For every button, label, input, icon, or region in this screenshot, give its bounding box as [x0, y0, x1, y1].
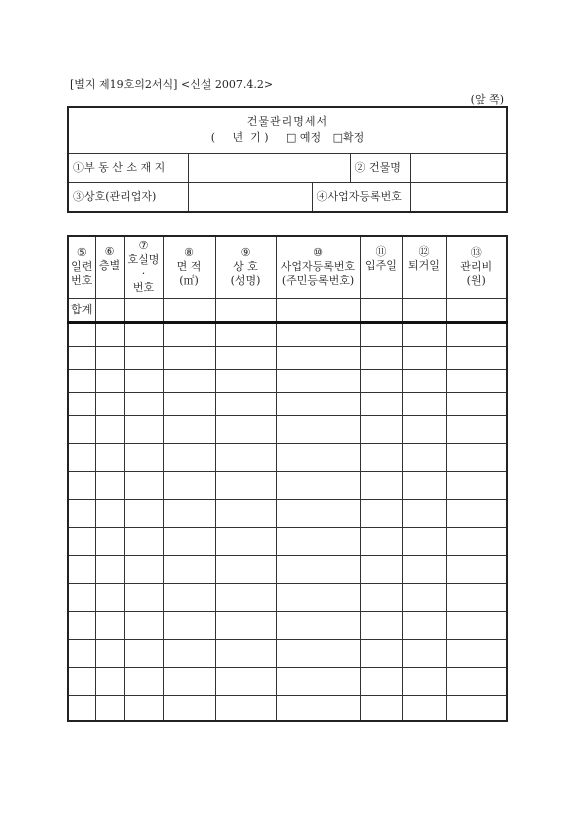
- table-cell[interactable]: [124, 322, 163, 346]
- table-cell[interactable]: [360, 499, 402, 527]
- table-cell[interactable]: [402, 415, 446, 443]
- table-cell[interactable]: [446, 639, 507, 667]
- table-cell[interactable]: [163, 471, 215, 499]
- table-cell[interactable]: [215, 611, 276, 639]
- table-cell[interactable]: [446, 471, 507, 499]
- table-row: [68, 639, 507, 667]
- table-cell[interactable]: [402, 443, 446, 471]
- table-cell[interactable]: [402, 583, 446, 611]
- table-cell[interactable]: [360, 443, 402, 471]
- table-row: [68, 555, 507, 583]
- table-cell[interactable]: [360, 527, 402, 555]
- company-name-field[interactable]: [188, 182, 312, 212]
- table-row: [68, 499, 507, 527]
- table-cell[interactable]: [124, 611, 163, 639]
- table-row: [68, 369, 507, 392]
- table-cell[interactable]: [68, 639, 95, 667]
- table-cell[interactable]: [276, 322, 360, 346]
- table-cell[interactable]: [215, 392, 276, 415]
- table-cell[interactable]: [446, 415, 507, 443]
- building-name-label: ② 건물명: [350, 153, 410, 182]
- col-regno-header: ⑩ 사업자등록번호 (주민등록번호): [276, 236, 360, 298]
- confirmed-checkbox[interactable]: □확정: [332, 131, 365, 145]
- building-name-field[interactable]: [410, 153, 507, 182]
- table-cell[interactable]: [215, 415, 276, 443]
- table-cell[interactable]: [68, 555, 95, 583]
- table-cell[interactable]: [215, 322, 276, 346]
- table-cell[interactable]: [95, 695, 124, 721]
- table-cell[interactable]: [276, 471, 360, 499]
- table-cell[interactable]: [215, 471, 276, 499]
- table-row: [68, 346, 507, 369]
- table-row: [68, 695, 507, 721]
- table-cell[interactable]: [124, 583, 163, 611]
- table-cell[interactable]: [446, 298, 507, 322]
- table-cell[interactable]: [360, 555, 402, 583]
- table-row: [68, 583, 507, 611]
- table-cell[interactable]: [124, 346, 163, 369]
- table-cell[interactable]: [124, 471, 163, 499]
- building-info-table: [67, 106, 508, 213]
- col-room-header: ⑦ 호실명 · 번호: [124, 236, 163, 298]
- table-cell[interactable]: [446, 322, 507, 346]
- table-cell[interactable]: [360, 583, 402, 611]
- table-cell[interactable]: [402, 298, 446, 322]
- table-cell[interactable]: [360, 298, 402, 322]
- table-cell[interactable]: [95, 667, 124, 695]
- table-cell[interactable]: [446, 555, 507, 583]
- table-cell[interactable]: [360, 346, 402, 369]
- table-cell[interactable]: [163, 639, 215, 667]
- table-cell[interactable]: [95, 346, 124, 369]
- table-cell[interactable]: [163, 695, 215, 721]
- table-cell[interactable]: [68, 667, 95, 695]
- table-cell[interactable]: [124, 415, 163, 443]
- table-cell[interactable]: [124, 369, 163, 392]
- table-cell[interactable]: [360, 695, 402, 721]
- table-cell[interactable]: [68, 322, 95, 346]
- table-cell[interactable]: [215, 527, 276, 555]
- table-cell[interactable]: [402, 471, 446, 499]
- table-cell[interactable]: [446, 667, 507, 695]
- table-cell[interactable]: [402, 527, 446, 555]
- table-cell[interactable]: [276, 527, 360, 555]
- table-cell[interactable]: [124, 555, 163, 583]
- table-cell[interactable]: [276, 369, 360, 392]
- table-cell[interactable]: [163, 346, 215, 369]
- table-cell[interactable]: [163, 298, 215, 322]
- table-cell[interactable]: [215, 369, 276, 392]
- table-row: [68, 471, 507, 499]
- table-cell[interactable]: [446, 392, 507, 415]
- planned-checkbox[interactable]: □ 예정: [286, 131, 322, 145]
- table-cell[interactable]: [276, 346, 360, 369]
- table-cell[interactable]: [124, 527, 163, 555]
- table-cell[interactable]: [276, 695, 360, 721]
- table-cell[interactable]: [360, 392, 402, 415]
- table-cell[interactable]: [68, 695, 95, 721]
- table-cell[interactable]: [446, 346, 507, 369]
- col-serial-header: ⑤ 일련 번호: [68, 236, 95, 298]
- table-cell[interactable]: [215, 555, 276, 583]
- table-cell[interactable]: [360, 322, 402, 346]
- table-cell[interactable]: [124, 392, 163, 415]
- table-cell[interactable]: [446, 499, 507, 527]
- property-address-label: ①부 동 산 소 재 지: [68, 153, 188, 182]
- table-cell[interactable]: [124, 695, 163, 721]
- table-cell[interactable]: [446, 369, 507, 392]
- table-cell[interactable]: [163, 499, 215, 527]
- table-cell[interactable]: [360, 639, 402, 667]
- table-cell[interactable]: [68, 471, 95, 499]
- table-cell[interactable]: [95, 611, 124, 639]
- table-cell[interactable]: [95, 415, 124, 443]
- table-cell[interactable]: [163, 443, 215, 471]
- table-cell[interactable]: [163, 322, 215, 346]
- table-cell[interactable]: [68, 392, 95, 415]
- table-cell[interactable]: [276, 443, 360, 471]
- col-moveout-header: ⑫ 퇴거일: [402, 236, 446, 298]
- table-cell[interactable]: [95, 555, 124, 583]
- table-cell[interactable]: [402, 346, 446, 369]
- table-cell[interactable]: [402, 639, 446, 667]
- table-cell[interactable]: [163, 667, 215, 695]
- document-title: 건물관리명세서: [246, 115, 329, 129]
- page-side-label: (앞 쪽): [470, 93, 504, 106]
- table-cell[interactable]: [124, 298, 163, 322]
- table-cell[interactable]: [215, 443, 276, 471]
- table-cell[interactable]: [95, 392, 124, 415]
- table-cell[interactable]: [276, 415, 360, 443]
- table-cell[interactable]: [95, 443, 124, 471]
- table-cell[interactable]: [276, 611, 360, 639]
- table-row: [68, 611, 507, 639]
- table-cell[interactable]: [163, 369, 215, 392]
- table-cell[interactable]: [68, 369, 95, 392]
- col-floor-header: ⑥ 층별: [95, 236, 124, 298]
- table-cell[interactable]: [402, 322, 446, 346]
- document-title-cell: [68, 107, 507, 153]
- company-name-label: ③상호(관리업자): [68, 182, 188, 212]
- table-cell[interactable]: [360, 369, 402, 392]
- table-cell[interactable]: [360, 415, 402, 443]
- table-cell[interactable]: [124, 443, 163, 471]
- table-cell[interactable]: [446, 443, 507, 471]
- table-cell[interactable]: [163, 415, 215, 443]
- table-cell[interactable]: [215, 499, 276, 527]
- table-cell[interactable]: [402, 392, 446, 415]
- table-cell[interactable]: [276, 639, 360, 667]
- building-detail-table: [67, 235, 508, 722]
- col-area-header: ⑧ 면 적 (㎡): [163, 236, 215, 298]
- table-cell[interactable]: [402, 555, 446, 583]
- table-cell[interactable]: [276, 499, 360, 527]
- table-cell[interactable]: [276, 392, 360, 415]
- table-cell[interactable]: [402, 695, 446, 721]
- table-cell[interactable]: [276, 667, 360, 695]
- business-reg-label: ④사업자등록번호: [312, 182, 410, 212]
- table-cell[interactable]: [215, 583, 276, 611]
- table-cell[interactable]: [402, 369, 446, 392]
- table-cell[interactable]: [402, 499, 446, 527]
- total-row: [68, 298, 507, 322]
- table-cell[interactable]: [95, 639, 124, 667]
- period-line: ( 년 기 ): [210, 131, 269, 145]
- table-cell[interactable]: [402, 667, 446, 695]
- table-cell[interactable]: [95, 322, 124, 346]
- property-address-field[interactable]: [188, 153, 350, 182]
- table-cell[interactable]: [215, 667, 276, 695]
- form-number: [별지 제19호의2서식] <신설 2007.4.2>: [70, 78, 274, 91]
- table-cell[interactable]: [215, 346, 276, 369]
- table-cell[interactable]: [95, 583, 124, 611]
- total-label: 합계: [68, 298, 95, 322]
- table-cell[interactable]: [215, 639, 276, 667]
- table-cell[interactable]: [95, 369, 124, 392]
- col-movein-header: ⑪ 입주일: [360, 236, 402, 298]
- business-reg-field[interactable]: [410, 182, 507, 212]
- table-cell[interactable]: [360, 611, 402, 639]
- table-cell[interactable]: [402, 611, 446, 639]
- table-row: [68, 443, 507, 471]
- table-cell[interactable]: [124, 639, 163, 667]
- table-cell[interactable]: [163, 555, 215, 583]
- table-cell[interactable]: [446, 527, 507, 555]
- table-cell[interactable]: [95, 499, 124, 527]
- table-cell[interactable]: [276, 298, 360, 322]
- col-fee-header: ⑬ 관리비 (원): [446, 236, 507, 298]
- table-cell[interactable]: [163, 583, 215, 611]
- table-cell[interactable]: [276, 583, 360, 611]
- table-row: [68, 392, 507, 415]
- table-cell[interactable]: [95, 471, 124, 499]
- table-row: [68, 415, 507, 443]
- table-cell[interactable]: [68, 527, 95, 555]
- table-cell[interactable]: [124, 499, 163, 527]
- table-cell[interactable]: [95, 298, 124, 322]
- table-cell[interactable]: [446, 695, 507, 721]
- table-cell[interactable]: [215, 298, 276, 322]
- table-row: [68, 667, 507, 695]
- table-cell[interactable]: [68, 611, 95, 639]
- col-company-header: ⑨ 상 호 (성명): [215, 236, 276, 298]
- table-cell[interactable]: [68, 346, 95, 369]
- table-cell[interactable]: [124, 667, 163, 695]
- table-cell[interactable]: [446, 611, 507, 639]
- table-cell[interactable]: [446, 583, 507, 611]
- table-cell[interactable]: [163, 527, 215, 555]
- table-cell[interactable]: [360, 667, 402, 695]
- table-cell[interactable]: [95, 527, 124, 555]
- table-cell[interactable]: [360, 471, 402, 499]
- table-cell[interactable]: [163, 392, 215, 415]
- table-row: [68, 527, 507, 555]
- table-cell[interactable]: [68, 499, 95, 527]
- table-cell[interactable]: [215, 695, 276, 721]
- table-cell[interactable]: [68, 583, 95, 611]
- table-cell[interactable]: [68, 443, 95, 471]
- table-cell[interactable]: [163, 611, 215, 639]
- table-cell[interactable]: [276, 555, 360, 583]
- header-row: [68, 236, 507, 298]
- table-cell[interactable]: [68, 415, 95, 443]
- table-row: [68, 322, 507, 346]
